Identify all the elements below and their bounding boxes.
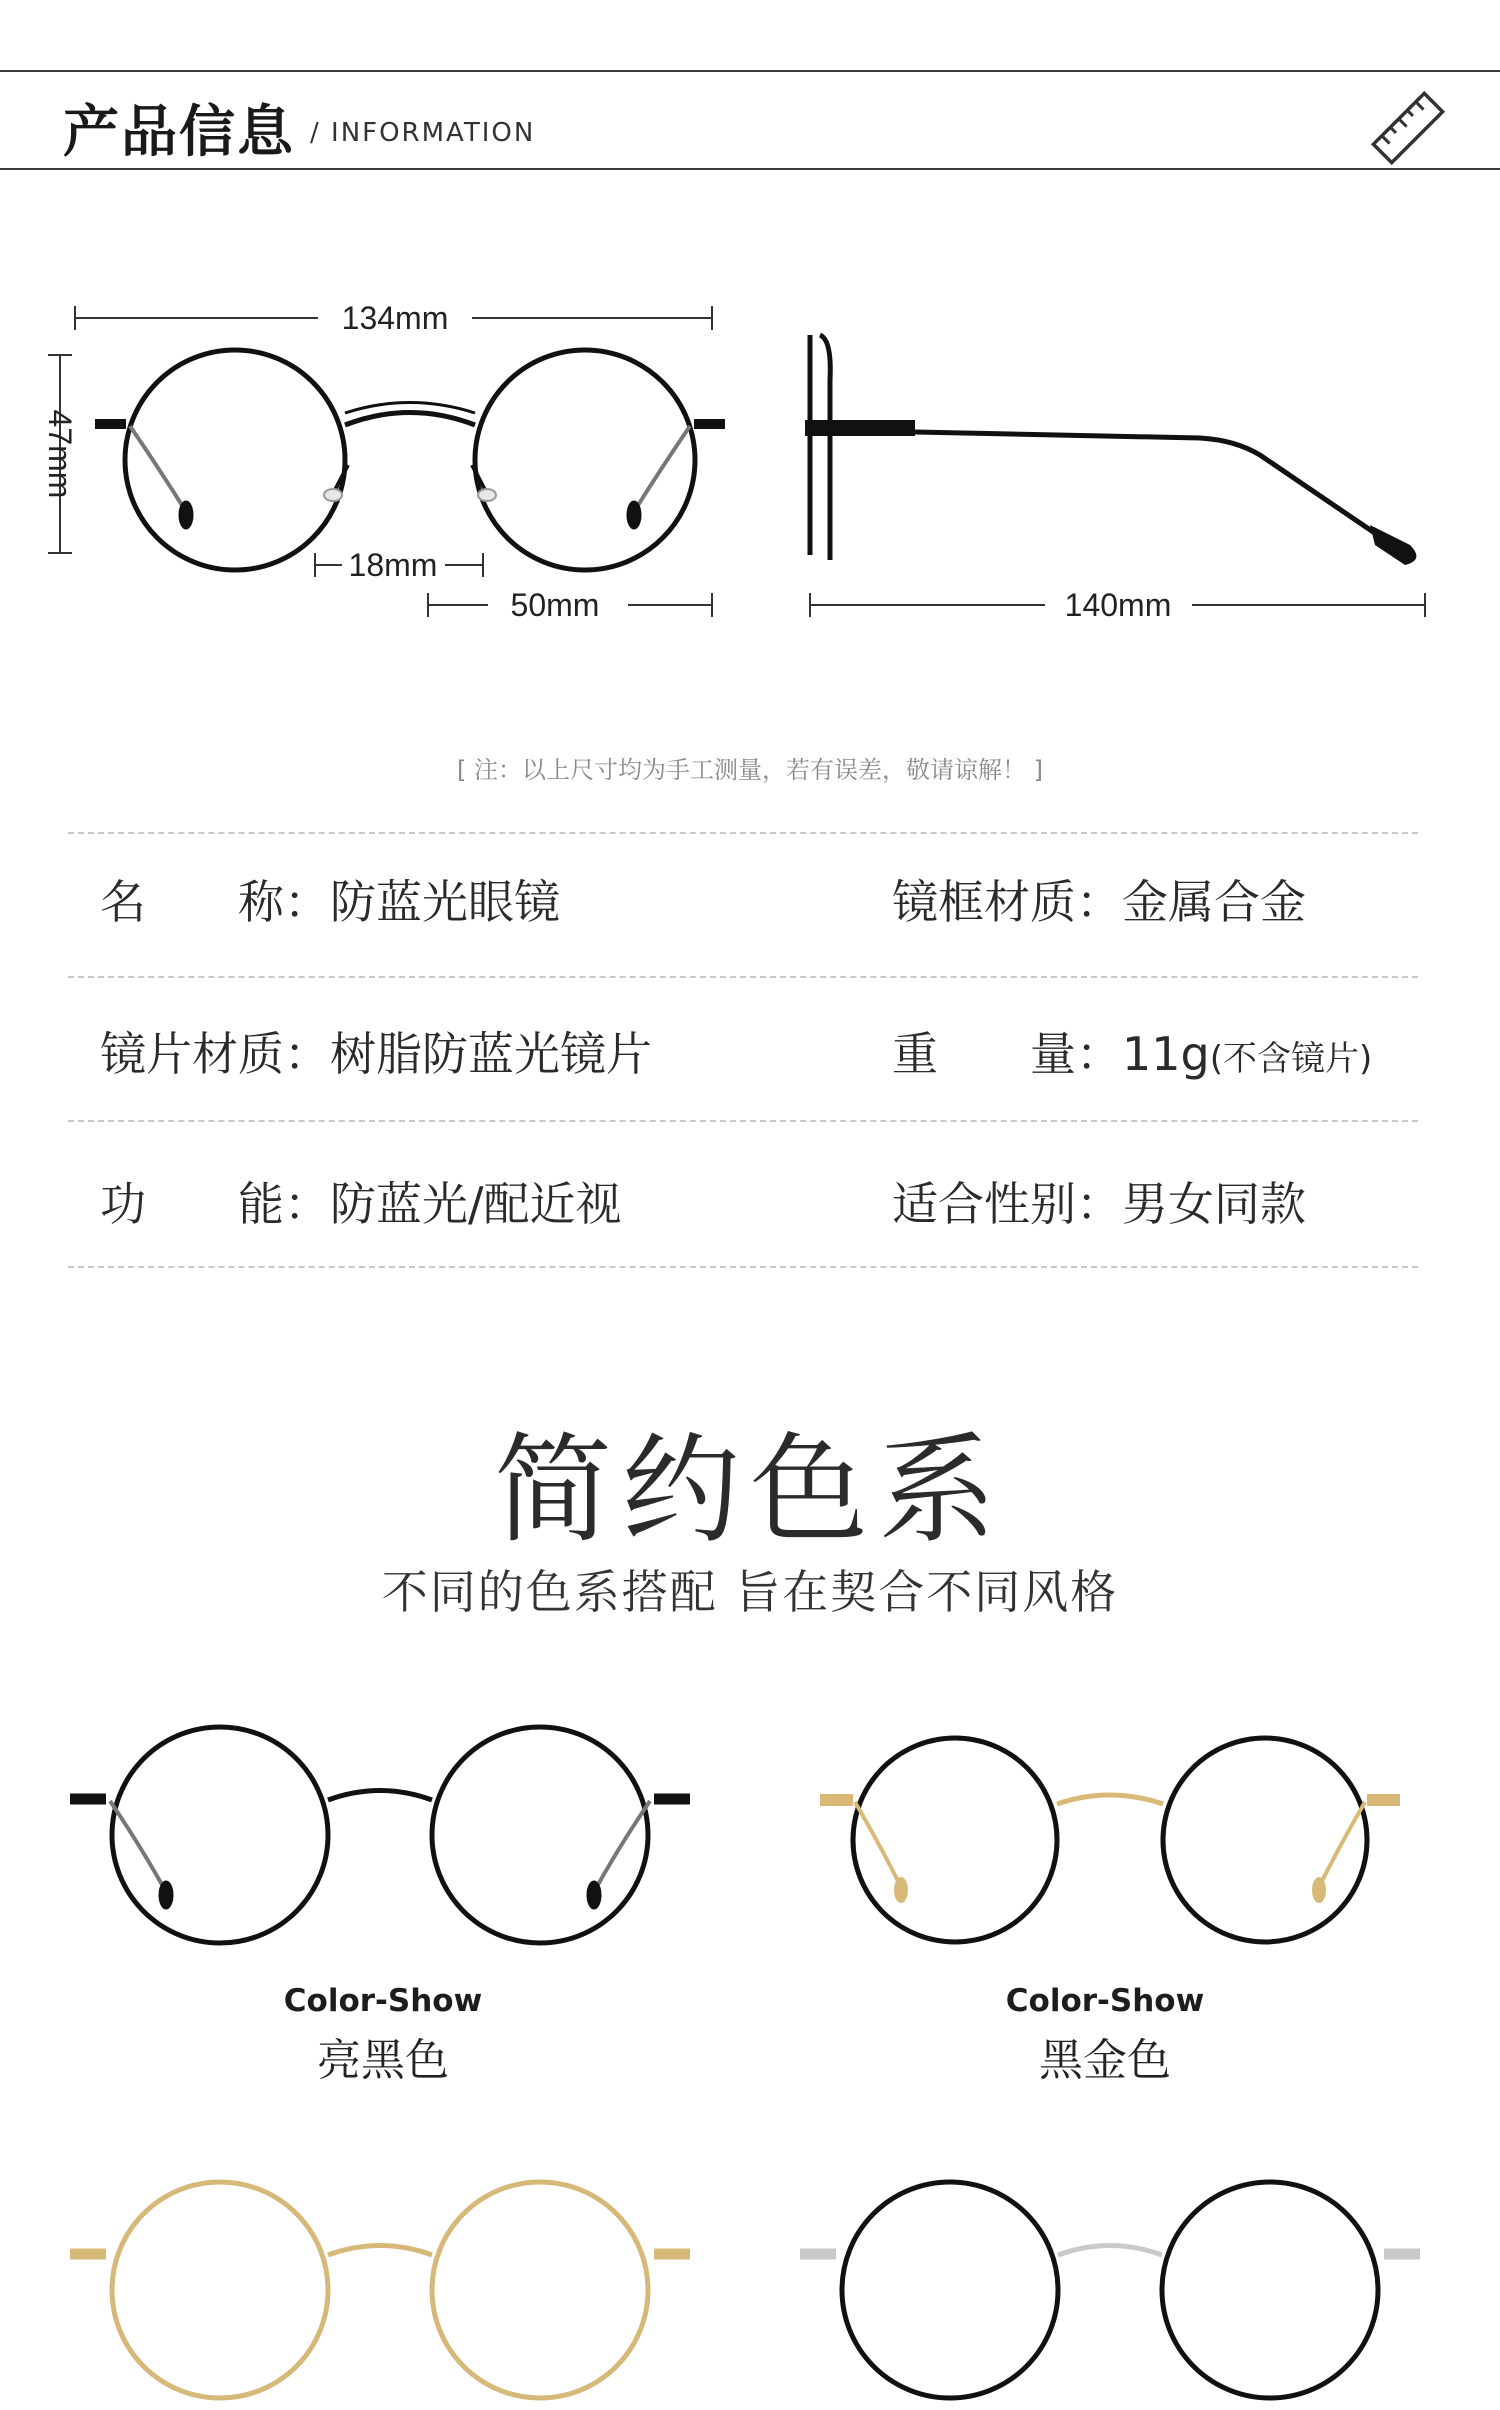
colors-section-subtitle: 不同的色系搭配 旨在契合不同风格 [381, 1565, 1119, 1619]
spec-lens-material [100, 1018, 652, 1084]
spec-label: 名 称： [100, 875, 330, 929]
color-caption-cn: 黑金色 [1039, 2035, 1171, 2086]
color-caption-cn: 亮黑色 [317, 2035, 449, 2086]
dim-bridge: 18mm [348, 547, 438, 583]
divider [68, 1120, 1418, 1122]
dim-temple-length: 140mm [1064, 587, 1172, 623]
divider [68, 976, 1418, 978]
section-title: 产品信息 [63, 100, 295, 165]
spec-value: 防蓝光/配近视 [330, 1177, 622, 1231]
glasses-black-gold-image [800, 1720, 1420, 1960]
header-bottom-rule [0, 168, 1500, 170]
spec-label: 镜片材质： [100, 1027, 330, 1081]
glasses-bright-black-image [60, 1715, 700, 1955]
ruler-icon [1368, 88, 1448, 168]
section-subtitle: / INFORMATION [310, 118, 536, 148]
spec-label: 适合性别： [892, 1177, 1122, 1231]
spec-value: 男女同款 [1122, 1177, 1306, 1231]
dim-total-width: 134mm [341, 300, 449, 336]
header-top-rule [0, 70, 1500, 72]
dimension-diagram [0, 260, 1500, 640]
spec-label: 镜框材质： [892, 875, 1122, 929]
spec-value: 防蓝光眼镜 [330, 875, 560, 929]
color-caption-en: Color-Show [283, 1983, 483, 2019]
spec-gender [892, 1168, 1306, 1234]
spec-label: 功 能： [100, 1177, 330, 1231]
spec-value: 11g [1122, 1027, 1210, 1081]
side-view-glasses [805, 335, 1416, 565]
front-view-glasses [95, 350, 725, 570]
spec-value: 树脂防蓝光镜片 [330, 1027, 652, 1081]
spec-function [100, 1168, 622, 1234]
glasses-black-silver-image [790, 2170, 1430, 2410]
dim-lens-width: 50mm [510, 587, 600, 623]
spec-name [100, 866, 560, 932]
colors-section-title: 简约色系 [493, 1421, 1006, 1559]
divider [68, 832, 1418, 834]
spec-weight [892, 1018, 1372, 1084]
measurement-note: [ 注：以上尺寸均为手工测量，若有误差，敬请谅解！ ] [457, 756, 1043, 784]
spec-label: 重 量： [892, 1027, 1122, 1081]
spec-value: 金属合金 [1122, 875, 1306, 929]
color-caption-en: Color-Show [1005, 1983, 1205, 2019]
glasses-gold-image [60, 2170, 700, 2410]
divider [68, 1266, 1418, 1268]
dim-height: 47mm [42, 409, 78, 499]
spec-frame-material [892, 866, 1306, 932]
spec-value-note: (不含镜片) [1209, 1039, 1373, 1079]
